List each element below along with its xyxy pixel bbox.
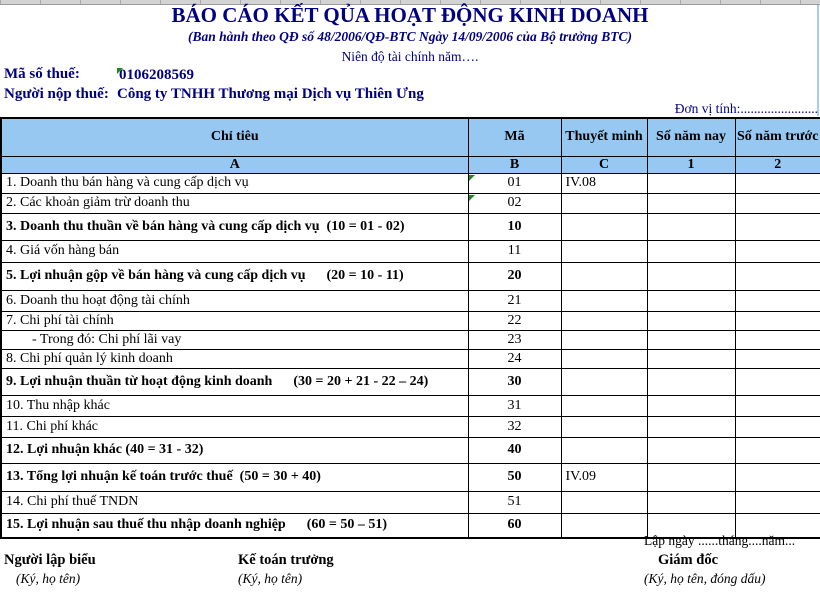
report-title: BÁO CÁO KẾT QỦA HOẠT ĐỘNG KINH DOANH <box>171 3 649 27</box>
row-label-cell[interactable]: 15. Lợi nhuận sau thuế thu nhập doanh nghiệp (60 = 50 – 51) <box>1 513 468 538</box>
previous-year-value-cell[interactable] <box>735 416 820 437</box>
col-header-note: Thuyết minh <box>561 118 647 156</box>
row-note-cell[interactable] <box>561 349 647 368</box>
row-note-cell[interactable] <box>561 416 647 437</box>
row-note-cell[interactable] <box>561 290 647 311</box>
row-note-cell[interactable] <box>561 330 647 349</box>
signature-director-note: (Ký, họ tên, đóng dấu) <box>644 571 766 586</box>
previous-year-value-cell[interactable] <box>735 290 820 311</box>
current-year-value-cell[interactable] <box>647 173 735 193</box>
fiscal-year-line: Niên độ tài chính năm…. <box>341 49 479 64</box>
row-code-cell[interactable]: 32 <box>468 416 561 437</box>
row-label-cell[interactable]: 8. Chi phí quản lý kinh doanh <box>1 349 468 368</box>
current-year-value-cell[interactable] <box>647 213 735 240</box>
table-row <box>1 262 820 290</box>
row-code-cell[interactable]: 23 <box>468 330 561 349</box>
row-label-cell[interactable]: 1. Doanh thu bán hàng và cung cấp dịch vụ <box>1 173 468 193</box>
row-code-cell[interactable] <box>468 173 561 193</box>
row-label-cell[interactable]: 4. Giá vốn hàng bán <box>1 240 468 262</box>
col-header-current-year: Số năm nay <box>647 118 735 156</box>
table-row <box>1 290 820 311</box>
signature-director-title: Giám đốc <box>658 552 719 568</box>
signature-preparer-note: (Ký, họ tên) <box>16 571 81 586</box>
row-label-cell[interactable]: 9. Lợi nhuận thuần từ hoạt động kinh doanh (30 = 20 + 21 - 22 – 24) <box>1 368 468 395</box>
row-label-cell[interactable]: - Trong đó: Chi phí lãi vay <box>1 330 468 349</box>
current-year-value-cell[interactable] <box>647 240 735 262</box>
table-row <box>1 437 820 463</box>
comment-marker-icon <box>469 175 475 181</box>
table-row <box>1 395 820 416</box>
row-label-cell[interactable]: 2. Các khoản giảm trừ doanh thu <box>1 193 468 213</box>
signature-chief-accountant-note: (Ký, họ tên) <box>238 571 303 586</box>
previous-year-value-cell[interactable] <box>735 262 820 290</box>
report-subtitle: (Ban hành theo QĐ số 48/2006/QĐ-BTC Ngày 14/09/2006 của Bộ trưởng BTC) <box>187 29 632 44</box>
current-year-value-cell[interactable] <box>647 368 735 395</box>
table-row <box>1 463 820 491</box>
row-note-cell[interactable] <box>561 395 647 416</box>
current-year-value-cell[interactable] <box>647 290 735 311</box>
row-label-cell[interactable]: 7. Chi phí tài chính <box>1 311 468 330</box>
table-row <box>1 416 820 437</box>
current-year-value-cell[interactable] <box>647 395 735 416</box>
signature-chief-accountant-title: Kế toán trưởng <box>238 552 334 568</box>
taxpayer-label: Người nộp thuế: <box>4 86 109 102</box>
previous-year-value-cell[interactable] <box>735 173 820 193</box>
row-note-cell[interactable] <box>561 368 647 395</box>
row-label-cell[interactable]: 5. Lợi nhuận gộp về bán hàng và cung cấp dịch vụ (20 = 10 - 11) <box>1 262 468 290</box>
col-header-criteria: Chỉ tiêu <box>1 118 468 156</box>
row-code-cell[interactable]: 21 <box>468 290 561 311</box>
current-year-value-cell[interactable] <box>647 437 735 463</box>
table-row <box>1 193 820 213</box>
tax-code-value: 0106208569 <box>119 67 194 83</box>
row-note-cell[interactable] <box>561 491 647 513</box>
previous-year-value-cell[interactable] <box>735 213 820 240</box>
row-code: 02 <box>507 195 522 210</box>
col-header-code: Mã <box>468 118 561 156</box>
tax-code-cell[interactable] <box>117 67 194 84</box>
table-row <box>1 349 820 368</box>
col-header-previous-year: Số năm trước <box>735 118 820 156</box>
col-key-b: B <box>468 156 561 173</box>
row-label-cell[interactable]: 10. Thu nhập khác <box>1 395 468 416</box>
tax-code-label: Mã số thuế: <box>4 66 80 82</box>
previous-year-value-cell[interactable] <box>735 368 820 395</box>
row-note-cell[interactable] <box>561 240 647 262</box>
table-row <box>1 330 820 349</box>
current-year-value-cell[interactable] <box>647 416 735 437</box>
row-code-cell[interactable]: 11 <box>468 240 561 262</box>
row-label-cell[interactable]: 11. Chi phí khác <box>1 416 468 437</box>
unit-of-measure-line: Đơn vị tính:....................... <box>674 101 818 116</box>
row-label-cell[interactable]: 13. Tổng lợi nhuận kế toán trước thuế (50 = 30 + 40) <box>1 463 468 491</box>
date-line: Lập ngày ......tháng....năm... <box>644 533 796 548</box>
row-note-cell[interactable] <box>561 437 647 463</box>
report-table <box>0 117 820 539</box>
table-key-row <box>1 156 820 173</box>
row-code-cell[interactable]: 60 <box>468 513 561 538</box>
row-code: 01 <box>507 175 522 190</box>
table-row <box>1 311 820 330</box>
previous-year-value-cell[interactable] <box>735 395 820 416</box>
previous-year-value-cell[interactable] <box>735 193 820 213</box>
row-label-cell[interactable]: 14. Chi phí thuế TNDN <box>1 491 468 513</box>
current-year-value-cell[interactable] <box>647 330 735 349</box>
table-header-row <box>1 118 820 156</box>
col-key-c: C <box>561 156 647 173</box>
row-note-cell[interactable] <box>561 262 647 290</box>
previous-year-value-cell[interactable] <box>735 311 820 330</box>
table-row <box>1 368 820 395</box>
current-year-value-cell[interactable] <box>647 463 735 491</box>
col-key-1: 1 <box>647 156 735 173</box>
row-code-cell[interactable] <box>468 193 561 213</box>
row-note-cell[interactable]: IV.08 <box>561 173 647 193</box>
previous-year-value-cell[interactable] <box>735 491 820 513</box>
table-row <box>1 213 820 240</box>
row-code-cell[interactable]: 30 <box>468 368 561 395</box>
comment-marker-icon <box>469 195 475 201</box>
col-key-2: 2 <box>735 156 820 173</box>
table-row <box>1 491 820 513</box>
signature-preparer-title: Người lập biểu <box>4 552 96 568</box>
col-key-a: A <box>1 156 468 173</box>
row-note-cell[interactable] <box>561 213 647 240</box>
current-year-value-cell[interactable] <box>647 491 735 513</box>
current-year-value-cell[interactable] <box>647 311 735 330</box>
row-note-cell[interactable] <box>561 193 647 213</box>
previous-year-value-cell[interactable] <box>735 349 820 368</box>
current-year-value-cell[interactable] <box>647 349 735 368</box>
row-code-cell[interactable]: 40 <box>468 437 561 463</box>
current-year-value-cell[interactable] <box>647 262 735 290</box>
comment-marker-icon <box>117 68 123 74</box>
row-code-cell[interactable]: 10 <box>468 213 561 240</box>
previous-year-value-cell[interactable] <box>735 463 820 491</box>
current-year-value-cell[interactable] <box>647 193 735 213</box>
row-code-cell[interactable]: 20 <box>468 262 561 290</box>
previous-year-value-cell[interactable] <box>735 330 820 349</box>
previous-year-value-cell[interactable] <box>735 240 820 262</box>
row-note-cell[interactable]: IV.09 <box>561 463 647 491</box>
row-code-cell[interactable]: 31 <box>468 395 561 416</box>
row-note-cell[interactable] <box>561 311 647 330</box>
table-row <box>1 240 820 262</box>
row-label-cell[interactable]: 12. Lợi nhuận khác (40 = 31 - 32) <box>1 437 468 463</box>
row-code-cell[interactable]: 51 <box>468 491 561 513</box>
row-note-cell[interactable] <box>561 513 647 538</box>
previous-year-value-cell[interactable] <box>735 437 820 463</box>
taxpayer-cell[interactable]: Công ty TNHH Thương mại Dịch vụ Thiên Ưng <box>117 86 424 102</box>
row-code-cell[interactable]: 24 <box>468 349 561 368</box>
row-label-cell[interactable]: 3. Doanh thu thuần về bán hàng và cung cấp dịch vụ (10 = 01 - 02) <box>1 213 468 240</box>
row-code-cell[interactable]: 22 <box>468 311 561 330</box>
row-label-cell[interactable]: 6. Doanh thu hoạt động tài chính <box>1 290 468 311</box>
row-code-cell[interactable]: 50 <box>468 463 561 491</box>
table-row <box>1 173 820 193</box>
